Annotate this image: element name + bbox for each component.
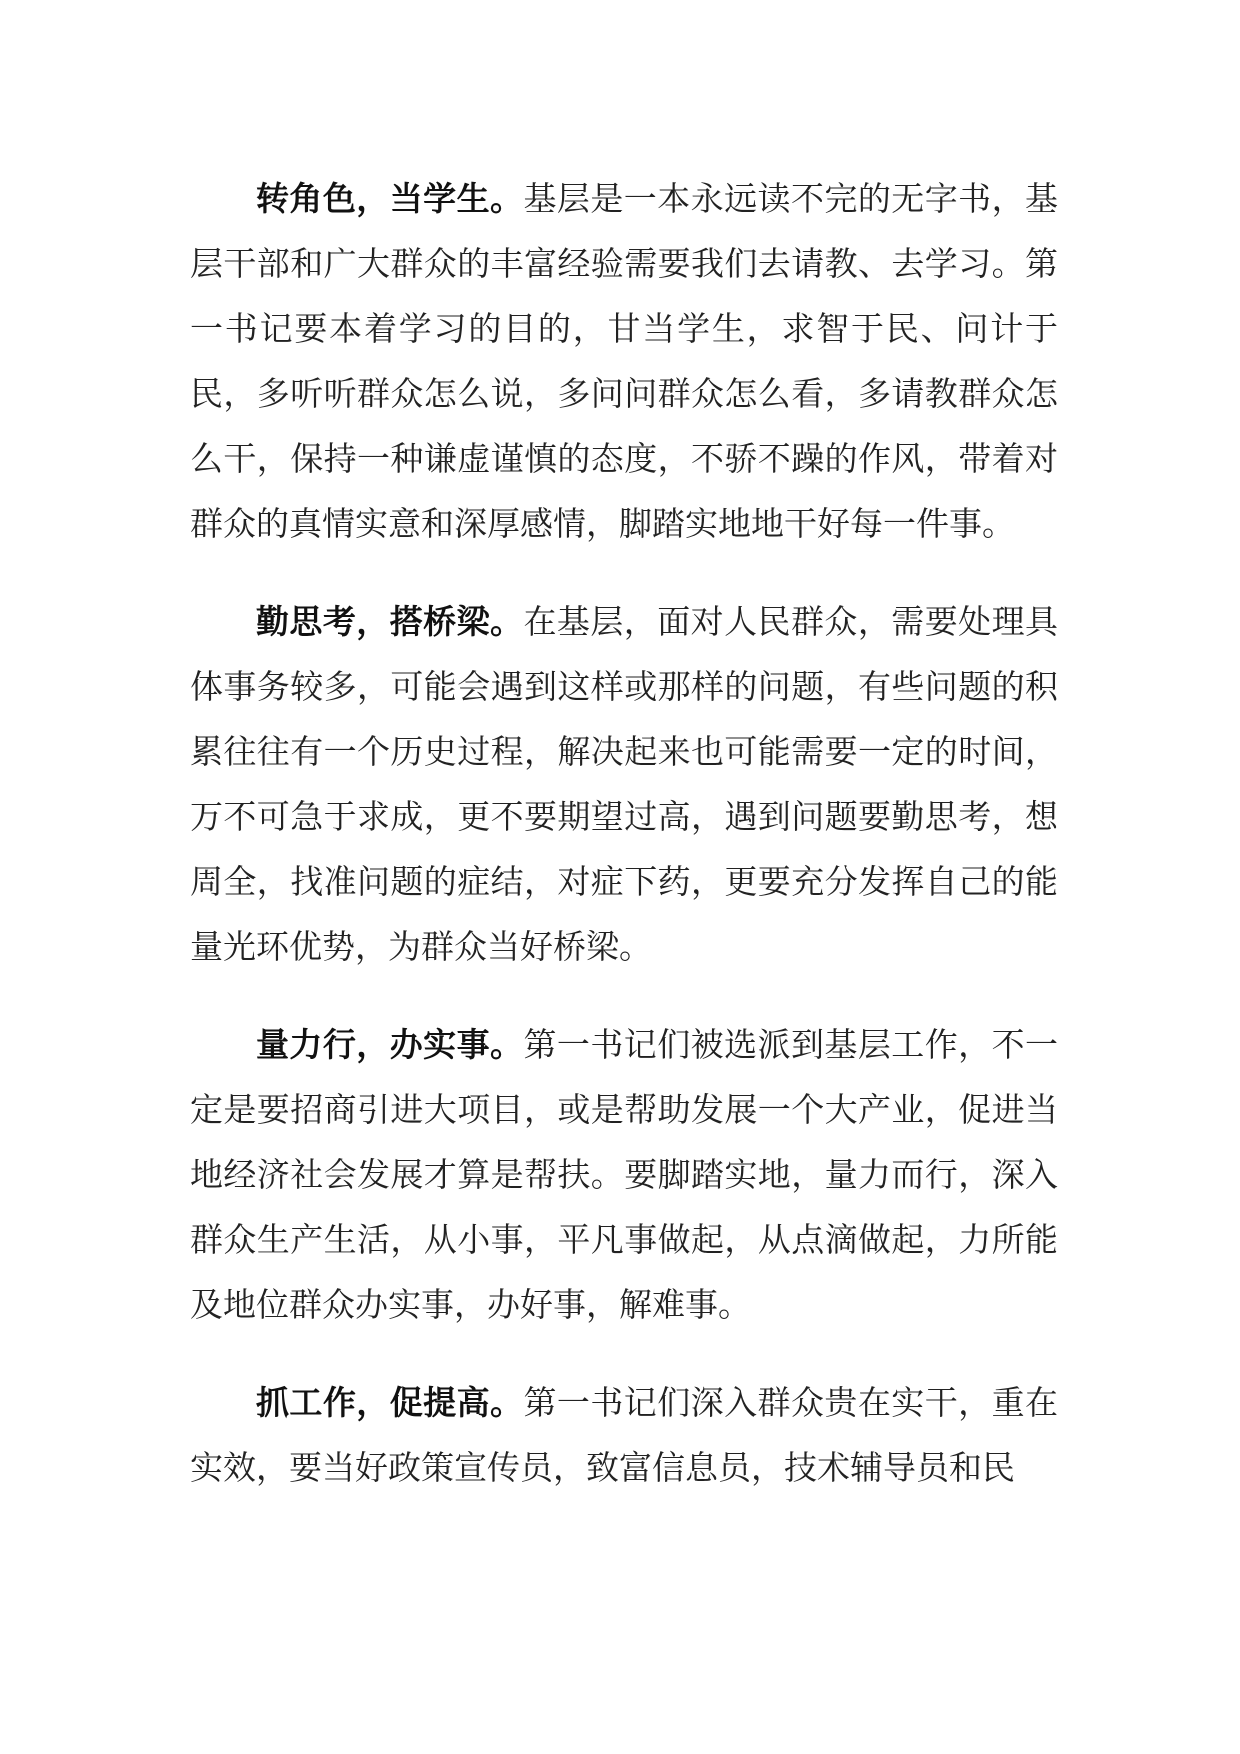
paragraph-practical-work <box>190 1012 1058 1337</box>
paragraph-lead: 量力行，办实事。 <box>256 1025 524 1064</box>
paragraph-text: 第一书记们被选派到基层工作，不一定是要招商引进大项目，或是帮助发展一个大产业，促进当地经济社会发展才算是帮扶。要脚踏实地，量力而行，深入群众生产生活，从小事，平凡事做起，从点滴做起，力所能及地位群众办实事，办好事，解难事。 <box>190 1025 1059 1324</box>
paragraph-work-improve <box>190 1370 1058 1500</box>
paragraph-text: 基层是一本永远读不完的无字书，基层干部和广大群众的丰富经验需要我们去请教、去学习。第一书记要本着学习的目的，甘当学生，求智于民、问计于民，多听听群众怎么说，多问问群众怎么看，多请教群众怎么干，保持一种谦虚谨慎的态度，不骄不躁的作风，带着对群众的真情实意和深厚感情，脚踏实地地干好每一件事。 <box>190 179 1059 543</box>
paragraph-role-change <box>190 166 1058 556</box>
paragraph-text: 在基层，面对人民群众，需要处理具体事务较多，可能会遇到这样或那样的问题，有些问题的积累往往有一个历史过程，解决起来也可能需要一定的时间，万不可急于求成，更不要期望过高，遇到问题要勤思考，想周全，找准问题的症结，对症下药，更要充分发挥自己的能量光环优势，为群众当好桥梁。 <box>190 602 1059 966</box>
paragraph-lead: 抓工作，促提高。 <box>256 1383 524 1422</box>
paragraph-text: 第一书记们深入群众贵在实干，重在实效，要当好政策宣传员，致富信息员，技术辅导员和民 <box>190 1383 1059 1487</box>
paragraph-think-bridge <box>190 589 1058 979</box>
document-body <box>190 166 1058 1500</box>
paragraph-lead: 转角色，当学生。 <box>256 179 524 218</box>
paragraph-lead: 勤思考，搭桥梁。 <box>256 602 524 641</box>
